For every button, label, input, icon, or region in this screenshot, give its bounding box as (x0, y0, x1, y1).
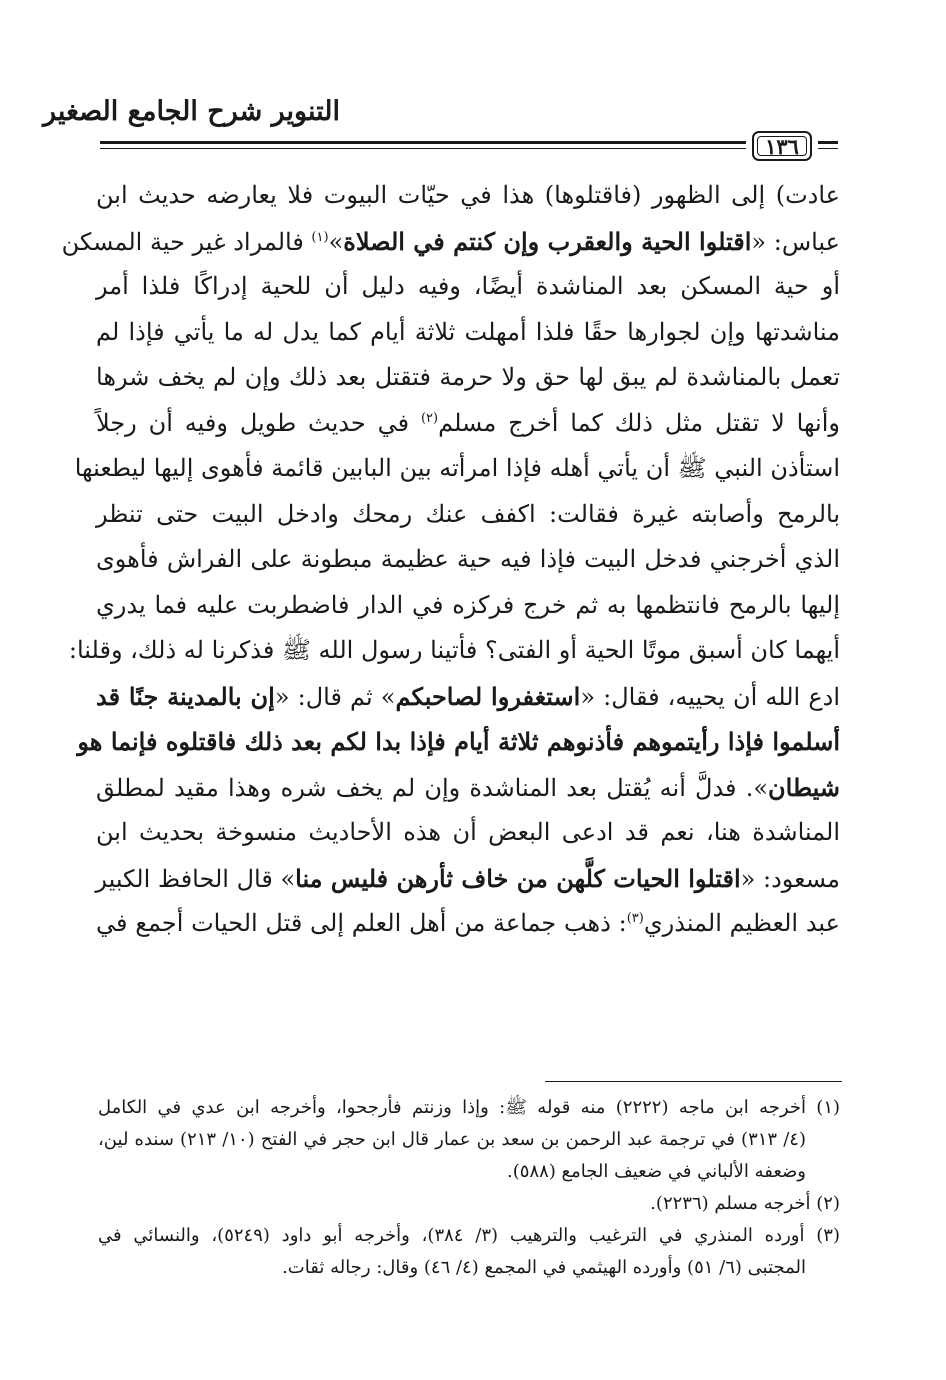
footnote-separator (545, 1081, 842, 1082)
text-run: » قال الحافظ الكبير (95, 864, 296, 893)
hadith-quote: استغفروا لصاحبكم (395, 681, 581, 711)
text-line: تعمل بالمناشدة لم يبق لها حق ولا حرمة فتقتل بعد ذلك وإن لم يخف شرها (96, 363, 840, 391)
text-run: فالمراد غير حية المسكن (61, 227, 312, 256)
footnote-ref: (٣) (626, 911, 644, 926)
header-rule-end-thin (818, 148, 838, 149)
header-rule-end (818, 141, 838, 144)
text-line: عادت) إلى الظهور (فاقتلوها) هذا في حيّات البيوت فلا يعارضه حديث ابن (96, 181, 840, 209)
text-line (96, 674, 840, 720)
main-text (61, 173, 841, 947)
text-line: استأذن النبي ﷺ أن يأتي أهله فإذا امرأته بين البابين قائمة فأهوى إليها ليطعنها (74, 454, 840, 482)
text-run: » (328, 227, 344, 256)
text-run: » ثم قال: « (274, 682, 396, 711)
text-run: عباس: « (751, 227, 840, 256)
text-line: أسلموا فإذا رأيتموهم فأذنوهم ثلاثة أيام فإذا بدا لكم بعد ذلك فاقتلوه فإنما هو (77, 727, 840, 756)
footnote-line: (٢) أخرجه مسلم (٢٢٣٦). (650, 1193, 840, 1214)
footnote-ref: (٢) (420, 410, 439, 426)
hadith-quote: شيطان (768, 772, 840, 802)
text-run: عبد العظيم المنذري (643, 909, 840, 937)
text-line: الذي أخرجني فدخل البيت فإذا فيه حية عظيمة مبطونة على الفراش فأهوى (96, 545, 840, 573)
text-line: بالرمح وأصابته غيرة فقالت: اكفف عنك رمحك وادخل البيت حتى تنظر (96, 499, 840, 528)
header-rule-thick (100, 141, 746, 144)
text-run: : ذهب جماعة من أهل العلم إلى قتل الحيات أجمع في (96, 909, 627, 937)
text-line: إليها بالرمح فانتظمها به ثم خرج فركزه في الدار فاضطربت عليه فما يدري (96, 590, 840, 619)
text-line (96, 765, 840, 811)
text-run: في حديث طويل وفيه أن رجلاً (96, 408, 421, 437)
header-rule-thin (100, 148, 746, 149)
text-line: مناشدتها وإن لجوارها حقًا فلذا أمهلت ثلاثة أيام كما يدل له ما يأتي فإذا لم (96, 317, 840, 346)
text-line: أيهما كان أسبق موتًا الحية أو الفتى؟ فأتينا رسول الله ﷺ فذكرنا له ذلك، وقلنا: (68, 636, 840, 664)
footnote-line: وضعفه الألباني في ضعيف الجامع (٥٨٨). (507, 1161, 806, 1182)
text-run: مسعود: « (740, 864, 840, 893)
footnote-ref: (١) (311, 229, 329, 245)
hadith-quote: اقتلوا الحيات كلَّهن من خاف ثأرهن فليس منا (295, 863, 741, 893)
hadith-quote: إن بالمدينة جنًا قد (96, 681, 275, 711)
page-number-box (752, 131, 812, 161)
text-line (96, 856, 840, 902)
text-run: ». فدلَّ أنه يُقتل بعد المناشدة وإن لم يخف شره وهذا مقيد لمطلق (96, 773, 769, 802)
text-line (96, 401, 840, 447)
footnote-line: (١) أخرجه ابن ماجه (٢٢٢٢) منه قوله ﷺ: وإذا وزنتم فأرجحوا، وأخرجه ابن عدي في الكامل (98, 1097, 841, 1118)
footnote-line: المجتبى (٦/ ٥١) وأورده الهيثمي في المجمع (٤/ ٤٦) وقال: رجاله ثقات. (282, 1257, 806, 1278)
footnote-line: (٤/ ٣١٣) في ترجمة عبد الرحمن بن سعد بن عمار قال ابن حجر في الفتح (١٠/ ٢١٣) سنده لين، (98, 1129, 806, 1150)
page-number: ١٣٦ (765, 133, 799, 159)
hadith-quote: اقتلوا الحية والعقرب وإن كنتم في الصلاة (343, 226, 752, 256)
text-run: وأنها لا تقتل مثل ذلك كما أخرج مسلم (438, 408, 840, 437)
footnotes (98, 1092, 840, 1284)
text-line (96, 901, 840, 947)
running-title: التنوير شرح الجامع الصغير (43, 96, 340, 127)
text-run: ادع الله أن يحييه، فقال: « (580, 682, 841, 711)
footnote-line: (٣) أورده المنذري في الترغيب والترهيب (٣/ ٣٨٤)، وأخرجه أبو داود (٥٢٤٩)، والنسائي في (98, 1225, 840, 1246)
text-line (61, 219, 840, 265)
text-line: المناشدة هنا، نعم قد ادعى البعض أن هذه الأحاديث منسوخة بحديث ابن (96, 818, 840, 846)
text-line: أو حية المسكن بعد المناشدة أيضًا، وفيه دليل أن للحية إدراكًا فلذا أمر (96, 272, 840, 300)
